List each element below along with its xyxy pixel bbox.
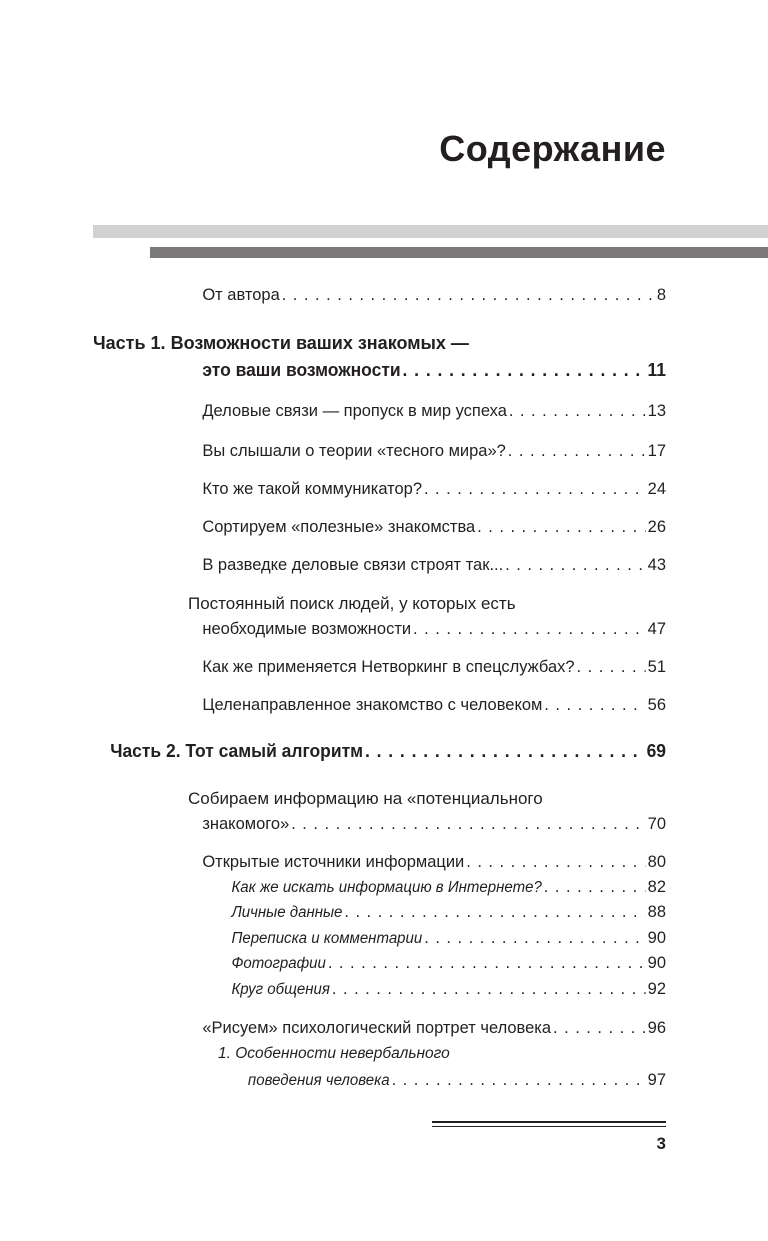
toc-subentry[interactable]: [231, 901, 666, 924]
toc-entry-label: Как же искать информацию в Интернете?: [231, 879, 542, 896]
toc-entry[interactable]: [202, 516, 666, 538]
toc-subentry[interactable]: [231, 927, 666, 950]
toc-entry-label: От автора: [202, 285, 280, 304]
toc-subentry-line1[interactable]: 1. Особенности невербального: [218, 1045, 450, 1062]
dot-leader: [328, 952, 646, 974]
toc-entry[interactable]: [202, 1017, 666, 1039]
toc-part-entry[interactable]: [202, 359, 666, 381]
toc-entry[interactable]: [202, 554, 666, 576]
toc-entry[interactable]: [202, 440, 666, 462]
toc-entry[interactable]: [202, 656, 666, 678]
part-heading-line1[interactable]: Часть 1. Возможности ваших знакомых —: [93, 333, 469, 353]
toc-entry-page: 51: [647, 657, 666, 676]
toc-entry-label: Открытые источники информации: [202, 852, 465, 871]
toc-entry[interactable]: [202, 694, 666, 716]
dot-leader: [291, 813, 646, 835]
dot-leader: [332, 978, 646, 1000]
toc-entry-line1[interactable]: Собираем информацию на «потенциального: [188, 789, 543, 808]
dot-leader: [282, 284, 655, 306]
toc-entry-label: «Рисуем» психологический портрет человека: [202, 1018, 552, 1037]
toc-entry[interactable]: [202, 284, 666, 306]
toc-entry-page: 8: [656, 285, 666, 304]
toc-entry-page: 24: [647, 479, 666, 498]
toc-entry-label: это ваши возможности: [202, 360, 401, 380]
dot-leader: [413, 618, 646, 640]
decorative-bar-dark: [150, 247, 768, 258]
toc-entry-label: Личные данные: [231, 904, 343, 921]
footer-rule-thin: [432, 1126, 666, 1127]
dot-leader: [544, 876, 646, 898]
toc-entry-page: 90: [647, 928, 666, 947]
dot-leader: [424, 478, 646, 500]
footer-rule: [432, 1121, 666, 1123]
toc-entry-label: Круг общения: [231, 981, 330, 998]
dot-leader: [553, 1017, 646, 1039]
toc-entry-page: 92: [647, 979, 666, 998]
dot-leader: [344, 901, 645, 923]
toc-entry-label: В разведке деловые связи строят так...: [202, 555, 504, 574]
toc-entry-label: Фотографии: [231, 955, 326, 972]
dot-leader: [508, 440, 646, 462]
dot-leader: [576, 656, 645, 678]
dot-leader: [544, 694, 645, 716]
toc-subentry[interactable]: [231, 952, 666, 975]
toc-part-entry[interactable]: [110, 740, 666, 762]
dot-leader: [466, 851, 645, 873]
toc-entry-label: поведения человека: [247, 1072, 390, 1089]
dot-leader: [505, 554, 646, 576]
toc-entry-label: Вы слышали о теории «тесного мира»?: [202, 441, 506, 460]
dot-leader: [403, 359, 646, 381]
toc-entry-page: 11: [647, 360, 666, 380]
toc-entry[interactable]: [202, 851, 666, 873]
toc-entry-page: 82: [647, 877, 666, 896]
toc-entry[interactable]: [202, 813, 666, 835]
toc-entry-label: Как же применяется Нетворкинг в спецслужбах?: [202, 657, 575, 676]
toc-entry[interactable]: [202, 400, 666, 422]
toc-entry-page: 26: [647, 517, 666, 536]
toc-entry-label: Переписка и комментарии: [231, 930, 423, 947]
toc-entry-page: 43: [647, 555, 666, 574]
toc-entry-page: 90: [647, 953, 666, 972]
toc-subentry[interactable]: [248, 1069, 666, 1092]
toc-entry-page: 17: [647, 441, 666, 460]
toc-subentry[interactable]: [231, 876, 666, 899]
page-title: Содержание: [439, 128, 666, 169]
toc-entry-label: Сортируем «полезные» знакомства: [202, 517, 476, 536]
dot-leader: [477, 516, 646, 538]
toc-entry-page: 69: [646, 741, 666, 761]
page-number: 3: [656, 1134, 666, 1153]
dot-leader: [365, 740, 645, 762]
toc-entry-page: 47: [647, 619, 666, 638]
toc-subentry[interactable]: [231, 978, 666, 1001]
dot-leader: [509, 400, 646, 422]
dot-leader: [392, 1069, 646, 1091]
toc-entry-label: Целенаправленное знакомство с человеком: [202, 695, 543, 714]
toc-entry-page: 97: [647, 1070, 666, 1089]
toc-entry-page: 13: [647, 401, 666, 420]
toc-entry-page: 56: [647, 695, 666, 714]
decorative-bar-light: [93, 225, 768, 238]
toc-entry-page: 80: [647, 852, 666, 871]
toc-entry-label: Часть 2. Тот самый алгоритм: [110, 741, 364, 761]
toc-entry-line1[interactable]: Постоянный поиск людей, у которых есть: [188, 594, 516, 613]
toc-entry-page: 88: [647, 902, 666, 921]
toc-entry-label: Деловые связи — пропуск в мир успеха: [202, 401, 507, 420]
toc-entry-label: знакомого»: [202, 814, 290, 833]
toc-entry[interactable]: [202, 618, 666, 640]
toc-entry[interactable]: [202, 478, 666, 500]
toc-entry-label: необходимые возможности: [202, 619, 412, 638]
toc-entry-page: 96: [647, 1018, 666, 1037]
toc-entry-page: 70: [647, 814, 666, 833]
dot-leader: [424, 927, 645, 949]
toc-entry-label: Кто же такой коммуникатор?: [202, 479, 423, 498]
